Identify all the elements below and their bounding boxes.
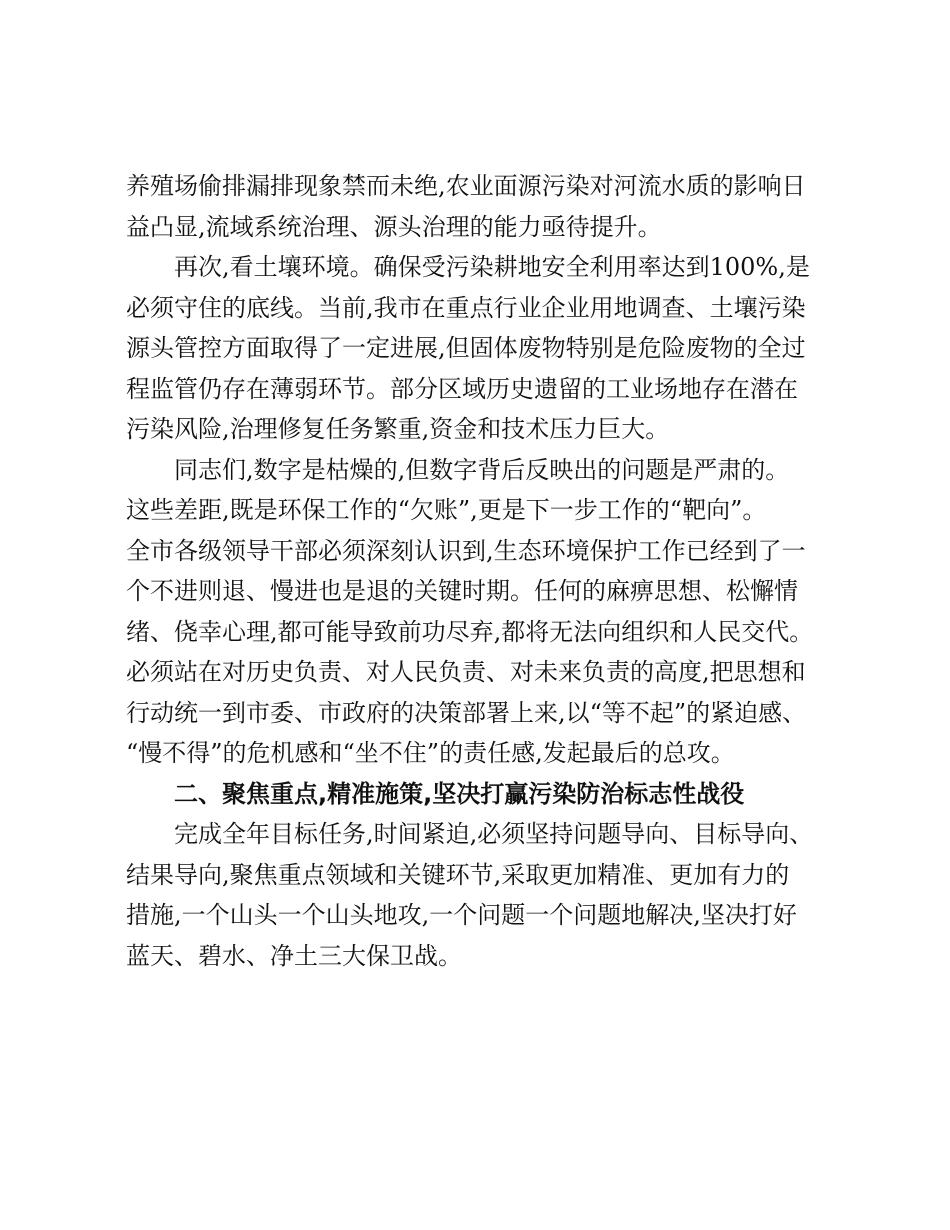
paragraph-livestock-pollution — [126, 166, 842, 247]
text-line: 源头管控方面取得了一定进展,但固体废物特别是危险废物的全过 — [126, 334, 806, 362]
text-line: 全市各级领导干部必须深刻认识到,生态环境保护工作已经到了一 — [126, 536, 806, 565]
text-line: 必须守住的底线。当前,我市在重点行业企业用地调查、土壤污染 — [126, 293, 806, 322]
section-heading: 二、聚焦重点,精准施策,坚决打赢污染防治标志性战役 — [174, 779, 745, 808]
text-line: 必须站在对历史负责、对人民负责、对未来负责的高度,把思想和 — [126, 658, 806, 686]
text-line: 措施,一个山头一个山头地攻,一个问题一个问题地解决,坚决打好 — [126, 901, 797, 929]
paragraph-soil-environment — [126, 247, 842, 450]
text-line: 个不进则退、慢进也是退的关键时期。任何的麻痹思想、松懈情 — [126, 577, 798, 605]
text-line: 结果导向,聚焦重点领域和关键环节,采取更加精准、更加有力的 — [126, 860, 790, 889]
text-line: 绪、侥幸心理,都可能导致前功尽弃,都将无法向组织和人民交代。 — [126, 617, 814, 646]
text-line: 污染风险,治理修复任务繁重,资金和技术压力巨大。 — [126, 415, 670, 443]
text-line: 程监管仍存在薄弱环节。部分区域历史遗留的工业场地存在潜在 — [126, 374, 798, 403]
text-line: 再次,看土壤环境。确保受污染耕地安全利用率达到100%,是 — [174, 253, 810, 281]
paragraph-comrades-address — [126, 450, 842, 774]
text-line: 蓝天、碧水、净土三大保卫战。 — [126, 941, 462, 970]
text-line: 完成全年目标任务,时间紧迫,必须坚持问题导向、目标导向、 — [174, 820, 814, 848]
text-line: 同志们,数字是枯燥的,但数字背后反映出的问题是严肃的。 — [174, 455, 790, 484]
paragraph-annual-targets — [126, 814, 842, 976]
document-body — [126, 166, 842, 976]
text-line: “慢不得”的危机感和“坐不住”的责任感,发起最后的总攻。 — [126, 739, 735, 767]
text-line: 这些差距,既是环保工作的“欠账”,更是下一步工作的“靶向”。 — [126, 496, 767, 524]
text-line: 养殖场偷排漏排现象禁而未绝,农业面源污染对河流水质的影响日 — [126, 172, 806, 200]
text-line: 行动统一到市委、市政府的决策部署上来,以“等不起”的紧迫感、 — [126, 698, 807, 727]
text-line: 益凸显,流域系统治理、源头治理的能力亟待提升。 — [126, 212, 662, 241]
